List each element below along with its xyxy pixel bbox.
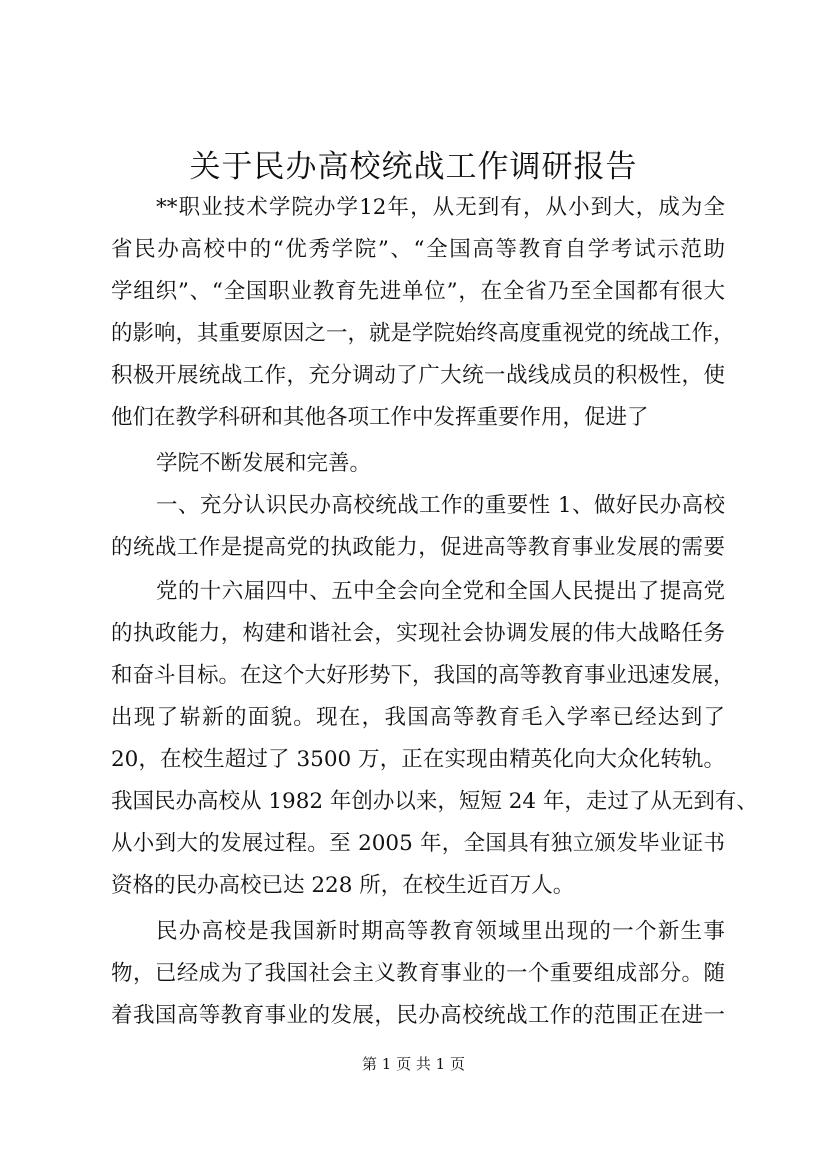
body-line-17: 资格的民办高校已达 228 所，在校生近百万人。: [111, 873, 575, 898]
body-line-7: 学院不断发展和完善。: [156, 451, 372, 476]
body-line-3: 学组织”、“全国职业教育先进单位”，在全省乃至全国都有很大: [111, 279, 725, 304]
body-line-6: 他们在教学科研和其他各项工作中发挥重要作用，促进了: [111, 405, 649, 430]
body-line-20: 着我国高等教育事业的发展，民办高校统战工作的范围正在进一: [111, 1003, 725, 1028]
document-title: 关于民办高校统战工作调研报告: [189, 149, 638, 185]
body-line-19: 物，已经成为了我国社会主义教育事业的一个重要组成部分。随: [111, 961, 725, 986]
body-line-1: **职业技术学院办学12年，从无到有，从小到大，成为全: [156, 195, 725, 220]
body-line-12: 和奋斗目标。在这个大好形势下，我国的高等教育事业迅速发展，: [111, 663, 735, 688]
body-line-11: 的执政能力，构建和谐社会，实现社会协调发展的伟大战略任务: [111, 621, 725, 646]
body-line-5: 积极开展统战工作，充分调动了广大统一战线成员的积极性，使: [111, 363, 725, 388]
body-line-10: 党的十六届四中、五中全会向全党和全国人民提出了提高党: [156, 579, 725, 604]
body-line-14: 20，在校生超过了 3500 万，正在实现由精英化向大众化转轨。: [111, 747, 725, 772]
body-line-8: 一、充分认识民办高校统战工作的重要性 1、做好民办高校: [156, 493, 725, 518]
body-line-2: 省民办高校中的“优秀学院”、“全国高等教育自学考试示范助: [111, 237, 725, 262]
body-line-4: 的影响，其重要原因之一，就是学院始终高度重视党的统战工作，: [111, 321, 735, 346]
body-line-16: 从小到大的发展过程。至 2005 年，全国具有独立颁发毕业证书: [111, 831, 725, 856]
body-line-13: 出现了崭新的面貌。现在，我国高等教育毛入学率已经达到了: [111, 705, 725, 730]
body-line-18: 民办高校是我国新时期高等教育领域里出现的一个新生事: [156, 919, 725, 944]
page-footer: 第 1 页 共 1 页: [362, 1055, 465, 1073]
body-line-15: 我国民办高校从 1982 年创办以来，短短 24 年，走过了从无到有、: [111, 789, 758, 814]
body-line-9: 的统战工作是提高党的执政能力，促进高等教育事业发展的需要: [111, 535, 725, 560]
